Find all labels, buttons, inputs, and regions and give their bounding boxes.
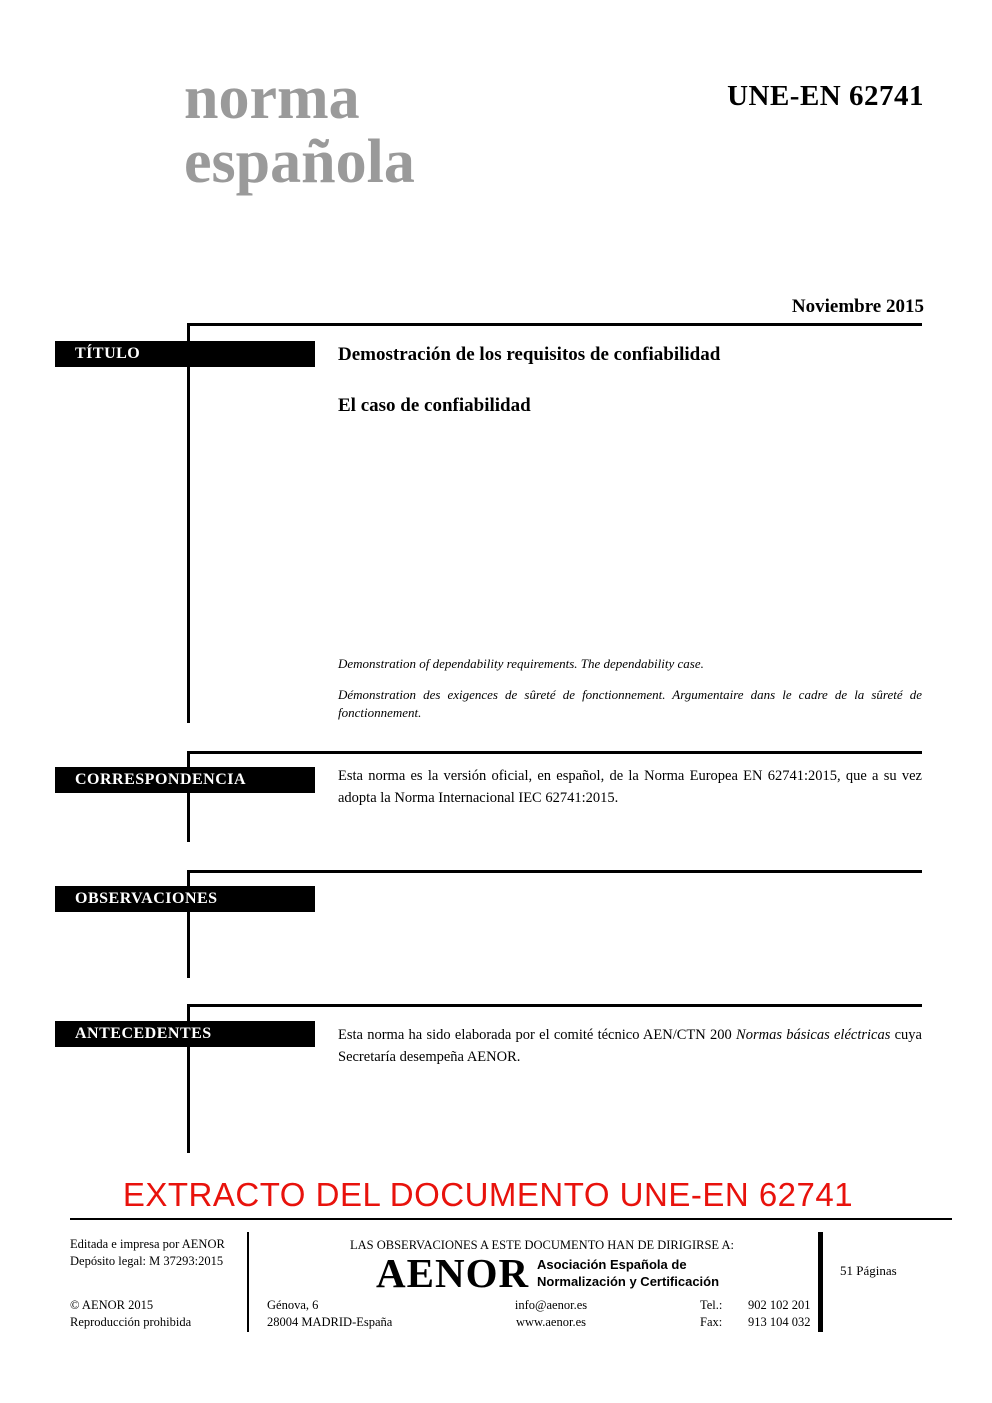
footer-telfax: [700, 1297, 811, 1331]
antecedentes-label: ANTECEDENTES: [75, 1025, 212, 1042]
footer-page-count: 51 Páginas: [840, 1263, 897, 1278]
titulo-label-box: [55, 341, 315, 367]
footer-street: Génova, 6: [267, 1298, 319, 1312]
footer-website: www.aenor.es: [515, 1315, 586, 1329]
footer-separator-thin: [247, 1232, 249, 1332]
aenor-tagline: [537, 1257, 719, 1290]
correspondencia-text: Esta norma es la versión oficial, en español, de la Norma Europea EN 62741:2015, que a su vez adopta la Norma Internacional IEC 62741:2015.: [338, 768, 922, 806]
publication-date: Noviembre 2015: [791, 296, 924, 317]
footer-top-rule: [70, 1218, 952, 1220]
correspondencia-label: CORRESPONDENCIA: [75, 771, 247, 788]
footer-tel-value: 902 102 201: [748, 1298, 811, 1312]
title-line-2: El caso de confiabilidad: [338, 395, 531, 416]
correspondencia-top-rule: [187, 751, 922, 754]
observaciones-label-box: [55, 886, 315, 912]
extract-notice: EXTRACTO DEL DOCUMENTO UNE-EN 62741: [122, 1176, 854, 1213]
antecedentes-label-box: [55, 1021, 315, 1047]
document-code: UNE-EN 62741: [727, 80, 924, 112]
aenor-tagline-line1: Asociación Española de: [537, 1257, 687, 1272]
footer-tel-label: Tel.:: [700, 1298, 723, 1312]
antecedentes-text-part1: Esta norma ha sido elaborada por el comité técnico AEN/CTN 200: [338, 1027, 737, 1043]
titulo-vertical-rule: [187, 323, 190, 723]
antecedentes-text: [338, 1025, 922, 1068]
observaciones-top-rule: [187, 870, 922, 873]
correspondencia-label-box: [55, 767, 315, 793]
footer-copyright-line: © AENOR 2015: [70, 1298, 154, 1312]
footer-imprint: [70, 1236, 225, 1270]
antecedentes-text-part2: cuya Secretaría desempeña AENOR.: [338, 1027, 922, 1065]
titulo-top-rule: [187, 323, 922, 326]
antecedentes-top-rule: [187, 1004, 922, 1007]
footer-observations-notice: LAS OBSERVACIONES A ESTE DOCUMENTO HAN DE DIRIGIRSE A:: [350, 1238, 734, 1252]
title-line-1: Demostración de los requisitos de confiabilidad: [338, 344, 721, 365]
footer-fax-value: 913 104 032: [748, 1315, 811, 1329]
footer-contact-web: [486, 1297, 616, 1331]
footer-city: 28004 MADRID-España: [267, 1315, 393, 1329]
logo-line-2: española: [184, 128, 415, 196]
footer-copyright: [70, 1297, 191, 1331]
title-translation-french: Démonstration des exigences de sûreté de fonctionnement. Argumentaire dans le cadre de la sûreté de fonctionnement.: [338, 687, 922, 720]
logo-line-1: norma: [184, 64, 360, 132]
aenor-logo: AENOR: [376, 1250, 530, 1296]
footer-email: info@aenor.es: [514, 1298, 588, 1312]
footer-fax-label: Fax:: [700, 1315, 723, 1329]
titulo-label: TÍTULO: [75, 345, 141, 362]
title-translation-english: Demonstration of dependability requirements. The dependability case.: [338, 656, 704, 671]
footer-deposit-line: Depósito legal: M 37293:2015: [70, 1254, 224, 1268]
aenor-tagline-line2: Normalización y Certificación: [537, 1273, 720, 1289]
footer-address: [267, 1297, 392, 1331]
antecedentes-text-italic: Normas básicas eléctricas: [736, 1027, 891, 1043]
observaciones-label: OBSERVACIONES: [75, 890, 218, 907]
correspondencia-vertical-rule: [187, 751, 190, 842]
norma-espanola-logo: [184, 66, 415, 194]
footer-edited-line: Editada e impresa por AENOR: [70, 1237, 225, 1251]
footer-reproduction-line: Reproducción prohibida: [70, 1315, 192, 1329]
